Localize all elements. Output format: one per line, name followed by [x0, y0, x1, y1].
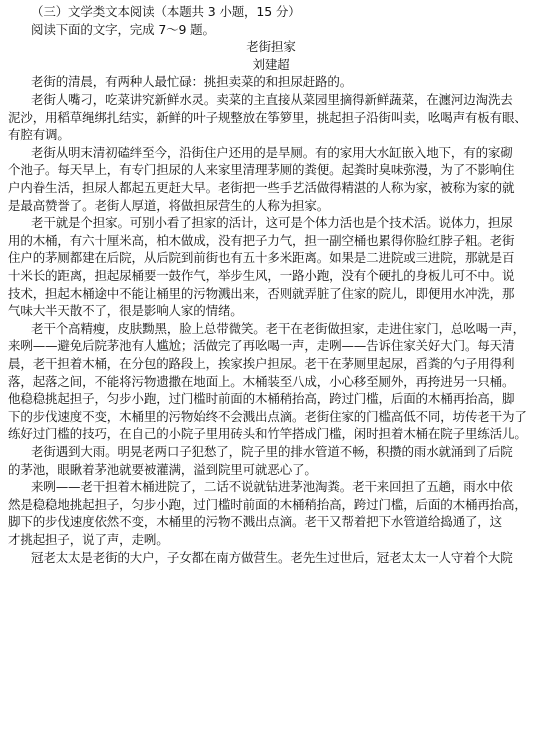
reading-instruction: 阅读下面的文字，完成 7～9 题。: [31, 21, 215, 37]
paragraph-line: 老街从明末清初磕绊至今，沿街住户还用的是旱厕。有的家用大水缸嵌入地下，有的家砌: [31, 144, 513, 160]
paragraph-line: 晨，老干担着木桶，在分包的路段上，挨家挨户担尿。老干在茅厕里起尿，舀粪的勺子用得利: [8, 356, 515, 371]
paragraph-line: 来咧——老干担着木桶进院了，二话不说就钻进茅池淘粪。老干来回担了五趟，雨水中依: [31, 479, 513, 495]
paragraph-line: 气味大半天散不了，很是影响人家的情绪。: [8, 303, 243, 319]
article-author: 刘建超: [252, 56, 290, 72]
paragraph-line: 老干就是个担家。可别小看了担家的活计，这可是个体力活也是个技术活。说体力，担尿: [31, 215, 513, 231]
paragraph-line: 老街人嘴刁，吃菜讲究新鲜水灵。卖菜的主直接从菜园里摘得新鲜蔬菜，在瀍河边淘洗去: [31, 92, 513, 107]
paragraph-line: 住户的茅厕都建在后院，从后院到前街也有五十多米距离。如果是二进院或三进院，那就是百: [8, 250, 515, 266]
paragraph-line: 泥沙，用稻草绳绑扎结实，新鲜的叶子规整放在筝箩里，挑起担子沿街叫卖，吆喝声有板有眼、: [8, 109, 527, 125]
paragraph-line: 来咧——避免后院茅池有人尴尬；活做完了再吆喝一声，走咧——告诉住家关好大门。每天清: [8, 338, 515, 354]
paragraph-line: 老干个高精瘦，皮肤黝黑，脸上总带微笑。老干在老街做担家，走进住家门，总吆喝一声，: [31, 320, 526, 336]
paragraph-line: 脚下的步伐速度依然不变，木桶里的污物不溅出点滴。老干又帮着把下水管道给捣通了，这: [8, 514, 503, 530]
paragraph-line: 他稳稳挑起担子，匀步小跑，过门槛时前面的木桶稍抬高，跨过门槛，后面的木桶再抬高，脚: [8, 391, 515, 407]
paragraph-line: 冠老太太是老街的大户，子女都在南方做营生。老先生过世后，冠老太太一人守着个大院: [31, 549, 513, 565]
paragraph-line: 是最高赞誉了。老街人厚道，将做担尿营生的人称为担家。: [8, 197, 330, 213]
paragraph-line: 的茅池，眼瞅着茅池就要被灌满，溢到院里可就恶心了。: [8, 461, 317, 477]
paragraph-line: 有腔有调。: [8, 127, 70, 143]
paragraph-line: 老街遇到大雨。明晃老两口子犯愁了，院子里的排水管道不畅，积攒的雨水就涌到了后院: [31, 444, 513, 459]
paragraph-line: 户内眷生活，担尿人都起五更赶大早。老街把一些手艺活做得精湛的人称为家，被称为家的就: [8, 180, 515, 195]
paragraph-line: 才挑起担子，说了声，走咧。: [8, 532, 169, 547]
paragraph-line: 落，起落之间，不能将污物遗撒在地面上。木桶装至八成，小心移至厕外，再挎进另一只桶。: [8, 373, 515, 389]
section-header: （三）文学类文本阅读（本题共 3 小题，15 分）: [31, 4, 301, 19]
paragraph-line: 技术，担起木桶途中不能让桶里的污物溅出来，否则就弄脏了住家的院儿，即便用水冲洗，那: [8, 285, 515, 301]
paragraph-line: 练好过门槛的技巧，在自己的小院子里用砖头和竹竿搭成门槛，闲时担着木桶在院子里练活儿。: [8, 426, 527, 442]
paragraph-line: 十米长的距离，担起尿桶要一鼓作气，举步生风，一路小跑，没有个硬扎的身板儿可不中。说: [8, 268, 515, 283]
paragraph-line: 个池子。每天早上，有专门担尿的人来家里清理茅厕的粪便。起粪时臭味弥漫，为了不影响住: [8, 162, 515, 178]
paragraph-line: 然是稳稳地挑起担子，匀步小跑，过门槛时前面的木桶稍抬高，跨过门槛，后面的木桶再抬高，: [8, 496, 527, 512]
paragraph-line: 用的木桶，有六十厘米高，柏木做成，没有把子力气，担一副空桶也累得你脸红脖子粗。老街: [8, 232, 515, 248]
article-title: 老街担家: [246, 39, 296, 55]
paragraph-line: 老街的清晨，有两种人最忙碌：挑担卖菜的和担尿赶路的。: [31, 74, 353, 90]
paragraph-line: 下的步伐速度不变，木桶里的污物始终不会溅出点滴。老街住家的门槛高低不同，坊传老干为了: [8, 408, 527, 424]
